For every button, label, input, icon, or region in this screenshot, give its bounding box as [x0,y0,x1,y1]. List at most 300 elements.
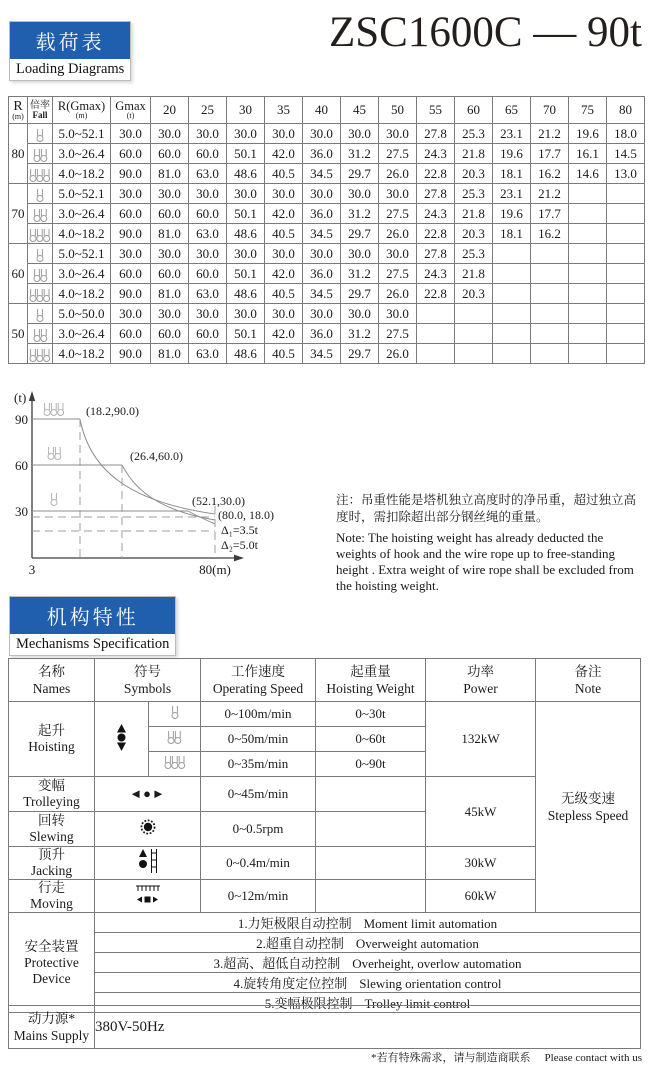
radius-group-label: 60 [9,244,28,304]
gmax-cell: 30.0 [111,244,151,264]
empty-cell [493,344,531,364]
load-value-cell: 20.3 [455,224,493,244]
empty-cell [607,184,645,204]
load-value-cell: 29.7 [341,224,379,244]
load-value-cell: 30.0 [379,124,417,144]
load-value-cell: 30.0 [151,184,189,204]
load-value-cell: 27.8 [417,124,455,144]
load-value-cell: 60.0 [151,204,189,224]
gmax-cell: 90.0 [111,284,151,304]
gmax-cell: 60.0 [111,324,151,344]
col-gmax: Gmax (t) [111,97,151,124]
rgmax-range-cell: 3.0~26.4 [53,264,111,284]
load-value-cell: 30.0 [227,124,265,144]
fall-cell [28,164,53,184]
fall-4-icon [48,447,61,460]
load-value-cell: 48.6 [227,344,265,364]
empty-cell [417,304,455,324]
gmax-cell: 90.0 [111,164,151,184]
annotation-delta2: Δ₂=5.0t [221,538,259,552]
y-axis-label: (t) [14,390,27,405]
model-title: ZSC1600C — 90t [329,9,642,56]
load-value-cell: 42.0 [265,204,303,224]
load-value-cell: 30.0 [265,184,303,204]
load-value-cell: 60.0 [151,264,189,284]
empty-cell [493,324,531,344]
load-value-cell: 30.0 [303,244,341,264]
load-value-cell: 40.5 [265,344,303,364]
load-value-cell: 63.0 [189,164,227,184]
col-radius-65: 65 [493,97,531,124]
empty-cell [607,224,645,244]
load-value-cell: 40.5 [265,224,303,244]
load-value-cell: 30.0 [265,244,303,264]
load-value-cell: 30.0 [303,304,341,324]
load-value-cell: 50.1 [227,204,265,224]
load-value-cell: 30.0 [227,184,265,204]
load-value-cell: 24.3 [417,144,455,164]
load-value-cell: 16.2 [531,224,569,244]
empty-cell [607,304,645,324]
empty-cell [531,284,569,304]
hoisting-speed-1: 0~100m/min [201,702,316,727]
load-value-cell: 30.0 [265,124,303,144]
hoisting-weight-2: 0~60t [316,727,426,752]
jacking-symbol-cell [95,847,201,880]
load-value-cell: 21.2 [531,184,569,204]
loading-row [9,144,645,164]
load-value-cell: 24.3 [417,204,455,224]
fall-2-icon [170,705,180,720]
fall-2-icon [35,248,45,263]
rgmax-range-cell: 5.0~52.1 [53,184,111,204]
load-value-cell: 21.8 [455,264,493,284]
load-value-cell: 29.7 [341,344,379,364]
load-value-cell: 31.2 [341,204,379,224]
load-value-cell: 17.7 [531,204,569,224]
load-value-cell: 30.0 [189,304,227,324]
hoisting-weight-1: 0~30t [316,702,426,727]
load-value-cell: 60.0 [189,324,227,344]
load-value-cell: 48.6 [227,284,265,304]
load-value-cell: 23.1 [493,124,531,144]
footer-note: *若有特殊需求，请与制造商联系 Please contact with us [371,1052,642,1064]
load-value-cell: 30.0 [379,244,417,264]
col-names: 名称 Names [9,659,95,702]
empty-cell [531,344,569,364]
load-value-cell: 26.0 [379,164,417,184]
empty-cell [607,244,645,264]
note-en: Note: The hoisting weight has already deducted the weights of hook and the wire rope up to free-standing height . Extra weight of wire rope shall be excluded from the hoisting weight. [336,530,634,593]
col-rgmax: R(Gmax) (m) [53,97,111,124]
load-value-cell: 18.1 [493,164,531,184]
annotation-26-4-60: (26.4,60.0) [130,449,183,463]
fall-cell [28,284,53,304]
loading-badge-zh: 载荷表 [10,22,130,59]
fall-2-icon [35,128,45,143]
fall-4-icon [32,268,49,283]
load-value-cell: 34.5 [303,224,341,244]
load-value-cell: 31.2 [341,144,379,164]
load-value-cell: 40.5 [265,164,303,184]
load-value-cell: 34.5 [303,164,341,184]
load-value-cell: 27.5 [379,324,417,344]
fall-cell [28,344,53,364]
load-value-cell: 18.1 [493,224,531,244]
mech-name-hoisting: 起升 Hoisting [9,702,95,777]
fall-cell [28,124,53,144]
loading-row [9,284,645,304]
protective-item: 3.超高、超低自动控制 Overheight, overlow automation [95,953,641,973]
protective-item: 1.力矩极限自动控制 Moment limit automation [95,913,641,933]
jacking-speed: 0~0.4m/min [201,847,316,880]
annotation-80-18: (80.0, 18.0) [218,508,274,522]
load-value-cell: 36.0 [303,324,341,344]
col-radius-80: 80 [607,97,645,124]
load-value-cell: 36.0 [303,204,341,224]
load-value-cell: 60.0 [189,204,227,224]
load-value-cell: 63.0 [189,344,227,364]
col-radius-20: 20 [151,97,189,124]
rail-slider-icon [134,884,162,905]
empty-cell [569,324,607,344]
empty-cell [569,284,607,304]
load-value-cell: 31.2 [341,324,379,344]
col-radius-45: 45 [341,97,379,124]
fall-4-icon [166,730,183,745]
load-value-cell: 19.6 [569,124,607,144]
load-value-cell: 42.0 [265,144,303,164]
load-value-cell: 22.8 [417,224,455,244]
load-value-cell: 50.1 [227,324,265,344]
col-note: 备注 Note [536,659,641,702]
empty-cell [455,324,493,344]
protective-row-2 [9,933,641,953]
mechanisms-table [8,658,641,1013]
rgmax-range-cell: 3.0~26.4 [53,324,111,344]
load-value-cell: 48.6 [227,164,265,184]
fall-4-icon [32,208,49,223]
moving-power: 60kW [426,880,536,913]
x-axis-arrow-icon [234,555,244,562]
mains-supply-table [8,1005,641,1049]
load-value-cell: 21.8 [455,144,493,164]
rgmax-range-cell: 4.0~18.2 [53,164,111,184]
empty-cell [531,264,569,284]
load-value-cell: 30.0 [189,244,227,264]
protective-item: 4.旋转角度定位控制 Slewing orientation control [95,973,641,993]
load-value-cell: 81.0 [151,164,189,184]
mech-header-row [9,659,641,702]
fall-6-icon [28,168,52,183]
empty-cell [569,304,607,324]
load-value-cell: 25.3 [455,184,493,204]
fall-cell [28,204,53,224]
load-value-cell: 60.0 [151,324,189,344]
load-value-cell: 30.0 [151,304,189,324]
gmax-cell: 30.0 [111,184,151,204]
load-value-cell: 48.6 [227,224,265,244]
gmax-cell: 30.0 [111,124,151,144]
load-value-cell: 29.7 [341,164,379,184]
load-value-cell: 81.0 [151,284,189,304]
load-value-cell: 63.0 [189,224,227,244]
col-fall: 倍率 Fall [28,97,53,124]
col-radius: R (m) [9,97,28,124]
load-value-cell: 42.0 [265,324,303,344]
stepless-speed-note: 无级变速 Stepless Speed [536,702,641,913]
load-value-cell: 30.0 [151,124,189,144]
load-value-cell: 27.8 [417,184,455,204]
col-radius-30: 30 [227,97,265,124]
moving-symbol-cell [95,880,201,913]
y-axis-arrow-icon [29,391,35,401]
jacking-power: 30kW [426,847,536,880]
load-value-cell: 50.1 [227,264,265,284]
load-value-cell: 14.6 [569,164,607,184]
load-value-cell: 40.5 [265,284,303,304]
col-operating-speed: 工作速度 Operating Speed [201,659,316,702]
hoisting-weight-3: 0~90t [316,752,426,777]
fall-cell [28,304,53,324]
load-value-cell: 60.0 [189,144,227,164]
fall-4-icon [32,148,49,163]
load-value-cell: 27.8 [417,244,455,264]
empty-cell [493,304,531,324]
protective-row-1 [9,913,641,933]
load-curve-chart [8,386,338,591]
gmax-cell: 60.0 [111,204,151,224]
fall-6-icon [28,288,52,303]
jack-arrow-ladder-icon [137,848,159,874]
load-value-cell: 19.6 [493,144,531,164]
protective-device-label: 安全装置 Protective Device [9,913,95,1013]
protective-item: 5.变幅极限控制 Trolley limit control [95,993,641,1013]
load-value-cell: 36.0 [303,144,341,164]
radius-group-label: 50 [9,304,28,364]
fall-6-icon [28,348,52,363]
loading-row [9,324,645,344]
loading-header-row [9,97,645,124]
empty-cell [531,244,569,264]
loading-badge-en: Loading Diagrams [16,61,125,77]
loading-row [9,224,645,244]
col-radius-55: 55 [417,97,455,124]
load-value-cell: 26.0 [379,284,417,304]
col-radius-25: 25 [189,97,227,124]
col-radius-70: 70 [531,97,569,124]
empty-cell [569,184,607,204]
col-radius-60: 60 [455,97,493,124]
empty-cell [569,264,607,284]
trolleying-weight-empty [316,777,426,812]
xtick-end: 80(m) [199,562,231,577]
moving-weight-empty [316,880,426,913]
fall-2-icon [35,188,45,203]
mains-supply-value: 380V-50Hz [95,1006,641,1049]
load-value-cell: 14.5 [607,144,645,164]
load-value-cell: 30.0 [189,184,227,204]
slewing-symbol-cell [95,812,201,847]
protective-item: 2.超重自动控制 Overweight automation [95,933,641,953]
loading-row [9,304,645,324]
mechanisms-badge [9,596,176,656]
mech-badge-en: Mechanisms Specification [16,636,170,652]
jacking-weight-empty [316,847,426,880]
moving-speed: 0~12m/min [201,880,316,913]
load-value-cell: 30.0 [341,124,379,144]
fall-2-icon [35,308,45,323]
note-zh: 注：吊重性能是塔机独立高度时的净吊重，超过独立高度时，需扣除超出部分钢丝绳的重量。 [336,493,637,524]
empty-cell [607,284,645,304]
load-value-cell: 63.0 [189,284,227,304]
load-value-cell: 30.0 [379,304,417,324]
load-value-cell: 17.7 [531,144,569,164]
rotation-circle-icon [139,818,157,836]
protective-row-4 [9,973,641,993]
empty-cell [455,344,493,364]
radius-group-label: 70 [9,184,28,244]
hoisting-speed-2: 0~50m/min [201,727,316,752]
ytick-90: 90 [15,412,28,427]
load-value-cell: 25.3 [455,244,493,264]
empty-cell [569,224,607,244]
load-value-cell: 81.0 [151,224,189,244]
rgmax-range-cell: 5.0~50.0 [53,304,111,324]
fall-2-icon [51,493,57,506]
fall-cell [28,244,53,264]
slewing-speed: 0~0.5rpm [201,812,316,847]
load-value-cell: 30.0 [379,184,417,204]
ytick-30: 30 [15,504,28,519]
load-value-cell: 21.2 [531,124,569,144]
up-down-arrows-icon [115,724,128,751]
empty-cell [455,304,493,324]
fall-4-icon [32,328,49,343]
col-hoisting-weight: 起重量 Hoisting Weight [316,659,426,702]
rgmax-range-cell: 3.0~26.4 [53,204,111,224]
empty-cell [531,324,569,344]
load-value-cell: 60.0 [189,264,227,284]
load-value-cell: 22.8 [417,164,455,184]
radius-group-label: 80 [9,124,28,184]
fall-6-icon [28,228,52,243]
loading-row [9,124,645,144]
loading-table [8,96,645,364]
empty-cell [417,344,455,364]
col-power: 功率 Power [426,659,536,702]
col-radius-40: 40 [303,97,341,124]
notes-block [336,492,644,593]
trolleying-speed: 0~45m/min [201,777,316,812]
col-radius-50: 50 [379,97,417,124]
load-value-cell: 16.1 [569,144,607,164]
loading-row [9,244,645,264]
empty-cell [493,264,531,284]
annotation-18-2-90: (18.2,90.0) [86,404,139,418]
load-value-cell: 34.5 [303,344,341,364]
gmax-cell: 90.0 [111,344,151,364]
fall-cell [28,324,53,344]
col-radius-75: 75 [569,97,607,124]
load-value-cell: 13.0 [607,164,645,184]
load-value-cell: 22.8 [417,284,455,304]
load-curve-svg [8,386,338,591]
xtick-origin: 3 [28,562,36,577]
empty-cell [493,244,531,264]
empty-cell [607,204,645,224]
load-value-cell: 29.7 [341,284,379,304]
load-value-cell: 30.0 [189,124,227,144]
load-value-cell: 19.6 [493,204,531,224]
hoisting-symbol-cell [95,702,149,777]
load-value-cell: 30.0 [341,184,379,204]
load-value-cell: 30.0 [151,244,189,264]
gmax-cell: 60.0 [111,264,151,284]
rgmax-range-cell: 5.0~52.1 [53,244,111,264]
empty-cell [607,324,645,344]
hoisting-speed-3: 0~35m/min [201,752,316,777]
fall-cell [28,144,53,164]
loading-diagrams-badge [9,21,131,81]
empty-cell [531,304,569,324]
fall-4-cell [149,727,201,752]
load-value-cell: 30.0 [303,124,341,144]
rgmax-range-cell: 4.0~18.2 [53,344,111,364]
load-value-cell: 42.0 [265,264,303,284]
fall-2-cell [149,702,201,727]
empty-cell [569,344,607,364]
load-value-cell: 27.5 [379,144,417,164]
load-value-cell: 50.1 [227,144,265,164]
load-value-cell: 20.3 [455,284,493,304]
left-right-arrows-dot-icon: ◄●► [95,777,201,812]
mech-name-jacking: 顶升 Jacking [9,847,95,880]
empty-cell [607,264,645,284]
rgmax-range-cell: 4.0~18.2 [53,224,111,244]
load-value-cell: 24.3 [417,264,455,284]
load-value-cell: 31.2 [341,264,379,284]
trolley-slew-power: 45kW [426,777,536,847]
load-value-cell: 36.0 [303,264,341,284]
mech-name-moving: 行走 Moving [9,880,95,913]
mains-supply-row [9,1006,641,1049]
loading-row [9,204,645,224]
load-value-cell: 25.3 [455,124,493,144]
empty-cell [417,324,455,344]
empty-cell [569,204,607,224]
load-value-cell: 81.0 [151,344,189,364]
col-radius-35: 35 [265,97,303,124]
load-value-cell: 30.0 [341,304,379,324]
gmax-cell: 90.0 [111,224,151,244]
loading-row [9,264,645,284]
mech-badge-zh: 机构特性 [10,597,175,634]
empty-cell [607,344,645,364]
fall-cell [28,184,53,204]
load-value-cell: 30.0 [341,244,379,264]
fall-6-icon [44,403,64,416]
col-symbols: 符号 Symbols [95,659,201,702]
load-value-cell: 30.0 [227,304,265,324]
load-value-cell: 16.2 [531,164,569,184]
rgmax-range-cell: 5.0~52.1 [53,124,111,144]
slewing-weight-empty [316,812,426,847]
fall-cell [28,224,53,244]
protective-row-3 [9,953,641,973]
load-value-cell: 21.8 [455,204,493,224]
load-value-cell: 30.0 [265,304,303,324]
